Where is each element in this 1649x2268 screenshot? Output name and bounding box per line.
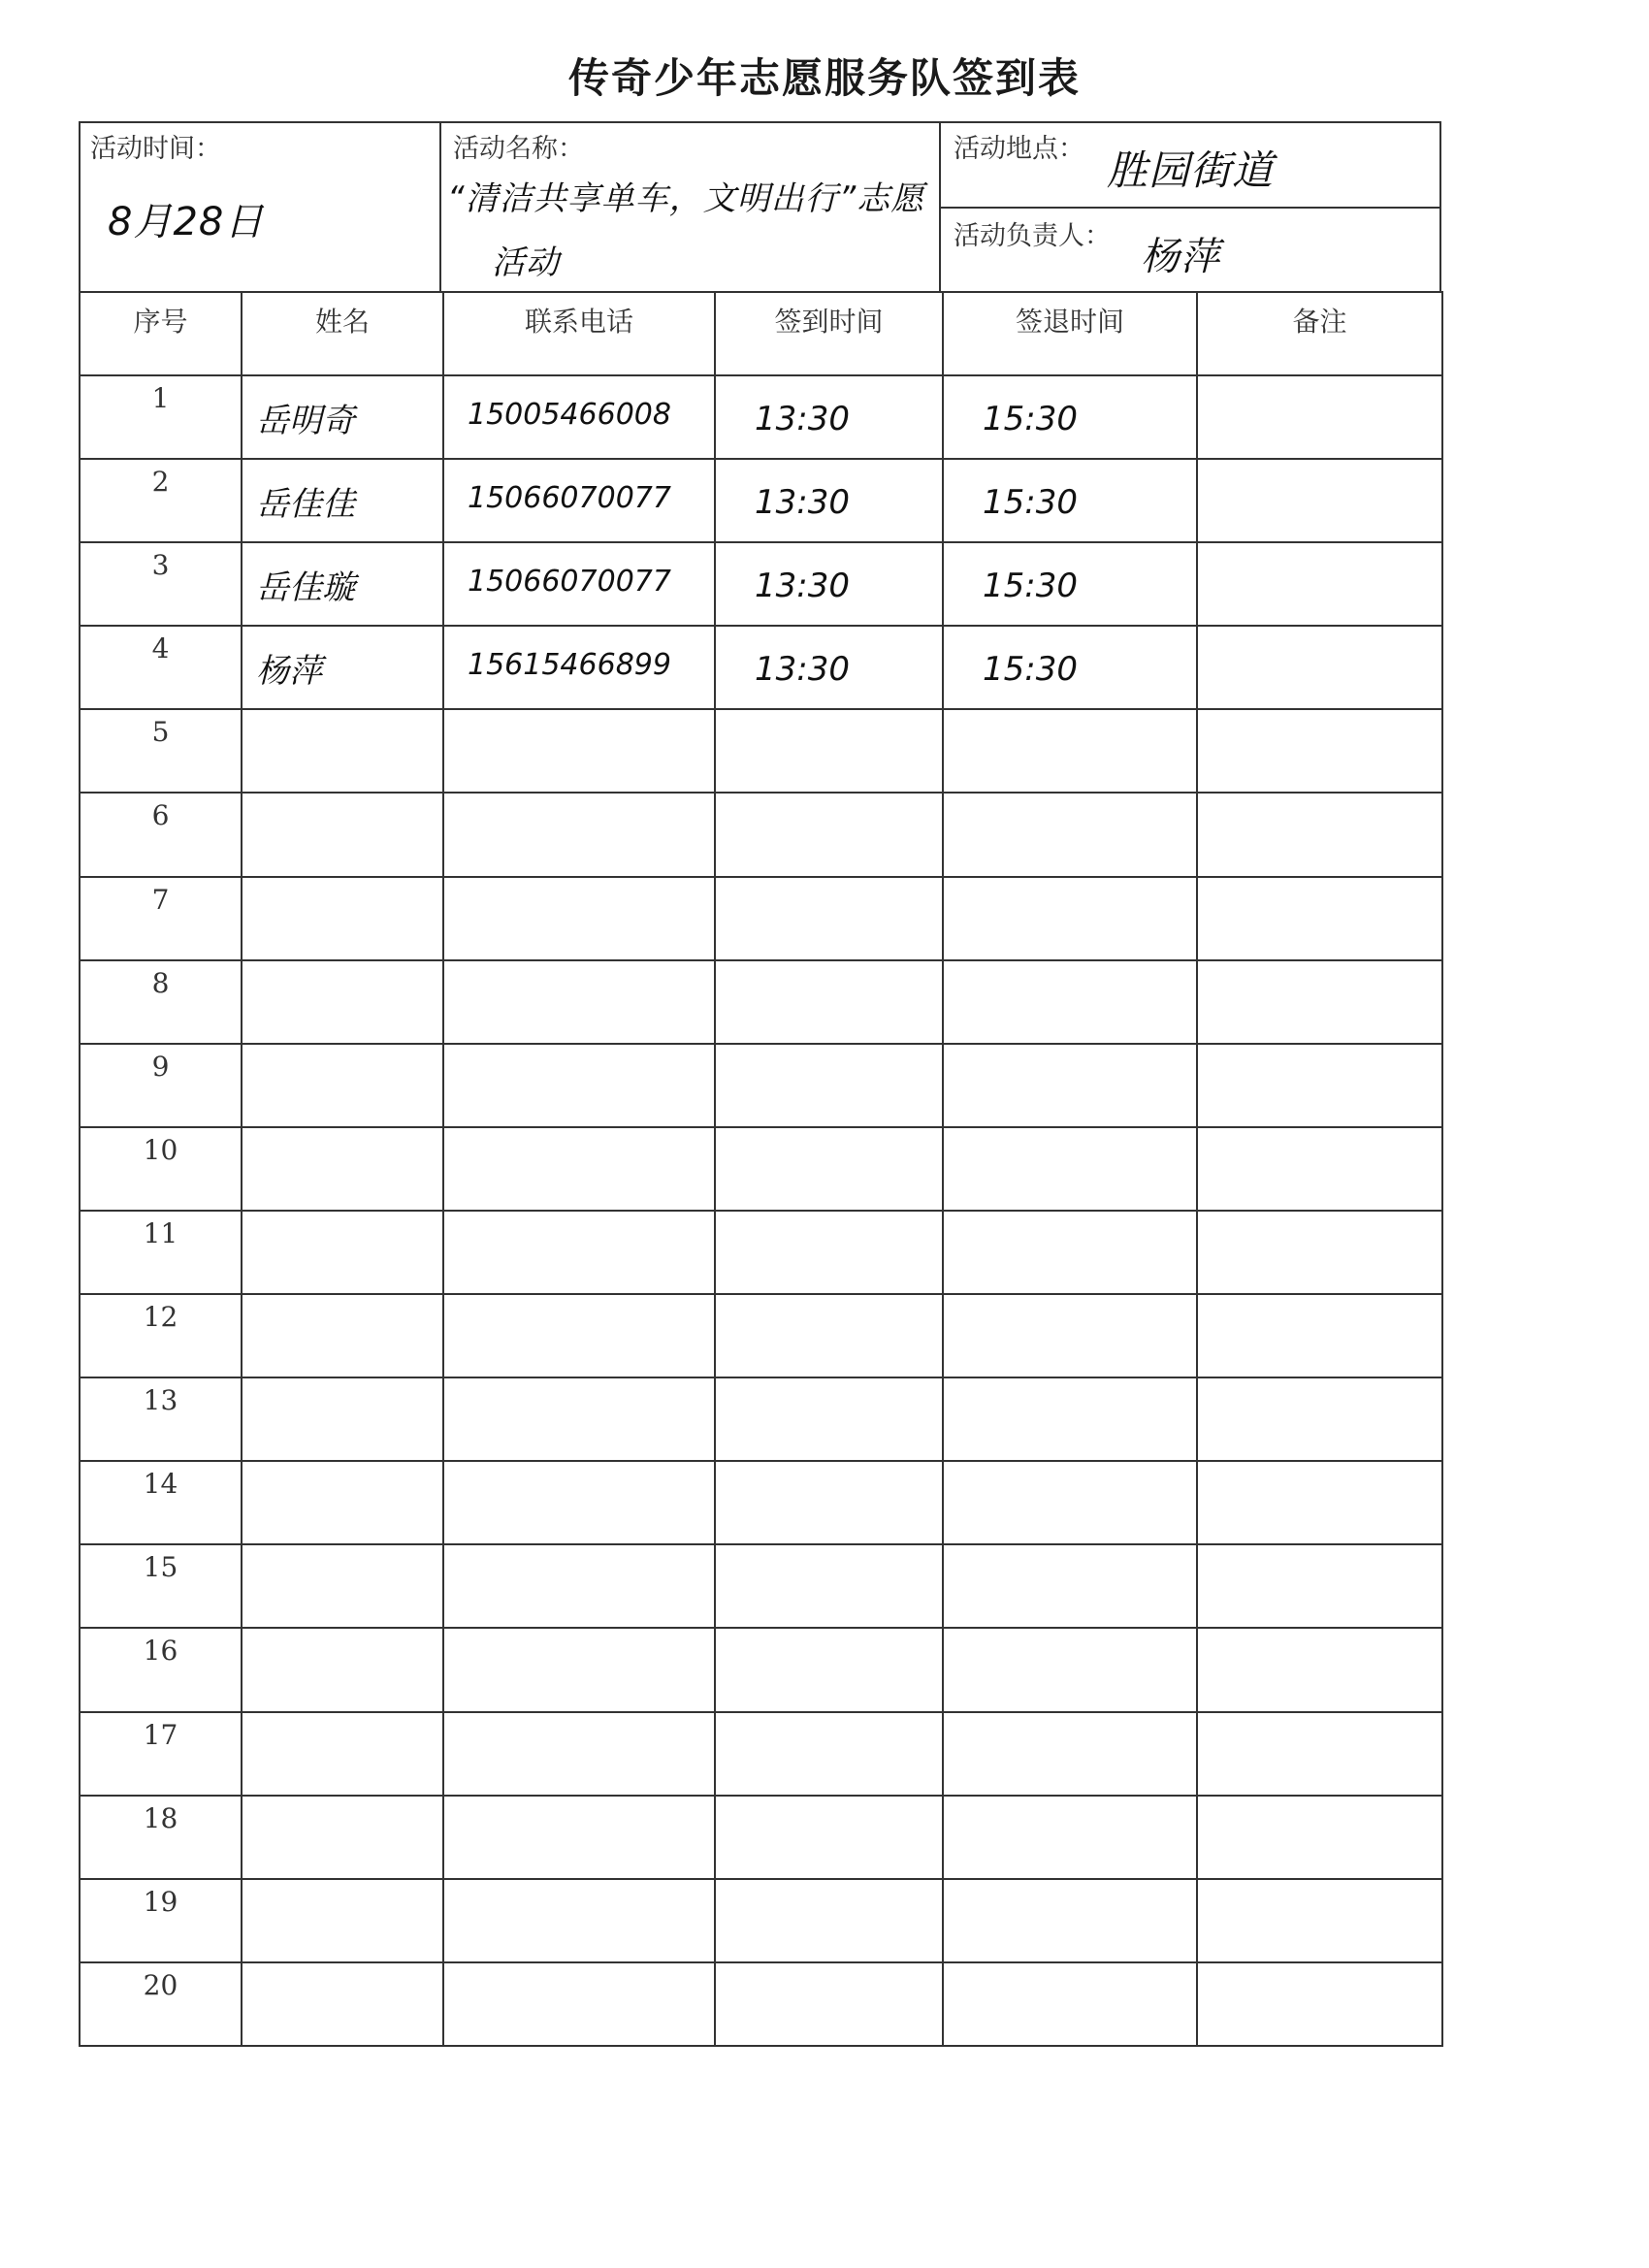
row-name-cell: [242, 1294, 443, 1377]
row-phone-cell: [443, 1879, 715, 1962]
row-name-cell: [242, 1044, 443, 1127]
row-seq-cell: [80, 1461, 242, 1544]
row-sign-in-time-cell: [715, 793, 943, 876]
row-sign-out-time-cell: [943, 459, 1197, 542]
row-phone-cell: [443, 1628, 715, 1711]
sign-in-form: [79, 121, 1441, 2048]
row-note-cell: [1197, 1461, 1442, 1544]
row-sign-out-time-cell: [943, 709, 1197, 793]
activity-place-label: 活动地点：: [954, 134, 1084, 164]
row-sign-in-time-cell: [715, 960, 943, 1044]
row-name: 岳明奇: [256, 402, 355, 440]
row-seq: 11: [143, 1216, 178, 1249]
row-sign-out-time-cell: [943, 1377, 1197, 1461]
row-seq-cell: [80, 459, 242, 542]
row-seq: 12: [143, 1301, 178, 1334]
row-sign-out-time-cell: [943, 1544, 1197, 1628]
row-seq-cell: [80, 877, 242, 960]
row-seq-cell: [80, 626, 242, 709]
activity-name-value-line1: “清洁共享单车，文明出行”志愿: [447, 179, 925, 218]
row-name: 杨萍: [256, 652, 322, 692]
row-name-cell: [242, 375, 443, 459]
row-sign-in-time-cell: [715, 1544, 943, 1628]
row-name-cell: [242, 1712, 443, 1796]
row-note-cell: [1197, 1211, 1442, 1294]
row-note-cell: [1197, 1962, 1442, 2046]
row-seq-cell: [80, 1294, 242, 1377]
row-seq-cell: [80, 542, 242, 626]
row-seq: 8: [151, 966, 170, 999]
row-name-cell: [242, 459, 443, 542]
row-phone-cell: [443, 793, 715, 876]
row-phone-cell: [443, 1544, 715, 1628]
row-note-cell: [1197, 626, 1442, 709]
row-sign-out-time: 15:30: [983, 400, 1078, 438]
row-phone-cell: [443, 1796, 715, 1879]
row-seq: 13: [143, 1384, 178, 1417]
row-note-cell: [1197, 960, 1442, 1044]
table-header-row: [80, 292, 1442, 375]
row-phone: 15066070077: [468, 481, 671, 516]
row-seq-cell: [80, 1211, 242, 1294]
row-note-cell: [1197, 542, 1442, 626]
row-sign-in-time-cell: [715, 375, 943, 459]
row-note-cell: [1197, 375, 1442, 459]
row-name: 岳佳佳: [256, 485, 355, 525]
row-seq: 7: [151, 883, 170, 916]
table-row: [80, 459, 1442, 542]
row-name: 岳佳璇: [256, 568, 355, 608]
table-row: [80, 877, 1442, 960]
row-seq-cell: [80, 1879, 242, 1962]
row-sign-in-time-cell: [715, 1127, 943, 1211]
column-header-note: 备注: [1197, 292, 1442, 375]
activity-name-label: 活动名称：: [453, 134, 584, 164]
table-row: [80, 1628, 1442, 1711]
row-phone-cell: [443, 1044, 715, 1127]
row-seq: 19: [143, 1885, 178, 1918]
row-sign-out-time-cell: [943, 793, 1197, 876]
column-header-phone: 联系电话: [443, 292, 715, 375]
row-seq: 5: [151, 716, 170, 749]
row-sign-in-time-cell: [715, 1044, 943, 1127]
row-seq-cell: [80, 1712, 242, 1796]
row-seq-cell: [80, 375, 242, 459]
row-seq-cell: [80, 1544, 242, 1628]
row-name-cell: [242, 1461, 443, 1544]
row-sign-in-time: 13:30: [755, 650, 850, 690]
row-name-cell: [242, 1796, 443, 1879]
row-sign-in-time: 13:30: [755, 400, 850, 438]
row-sign-in-time-cell: [715, 459, 943, 542]
row-seq: 18: [143, 1801, 178, 1834]
table-row: [80, 1044, 1442, 1127]
column-header-seq: 序号: [80, 292, 242, 375]
row-note-cell: [1197, 1377, 1442, 1461]
table-body: [80, 375, 1442, 2046]
row-seq: 6: [151, 799, 170, 832]
table-row: [80, 1294, 1442, 1377]
column-header-sign-out: 签退时间: [943, 292, 1197, 375]
table-row: [80, 1377, 1442, 1461]
row-seq: 4: [151, 632, 170, 665]
row-phone-cell: [443, 375, 715, 459]
row-seq-cell: [80, 1628, 242, 1711]
table-row: [80, 1544, 1442, 1628]
row-name-cell: [242, 1962, 443, 2046]
row-name-cell: [242, 1628, 443, 1711]
row-name-cell: [242, 1127, 443, 1211]
row-seq-cell: [80, 709, 242, 793]
row-name-cell: [242, 1544, 443, 1628]
row-sign-out-time-cell: [943, 375, 1197, 459]
row-sign-out-time-cell: [943, 1127, 1197, 1211]
table-row: [80, 960, 1442, 1044]
row-seq-cell: [80, 1796, 242, 1879]
row-sign-in-time-cell: [715, 542, 943, 626]
table-row: [80, 375, 1442, 459]
row-phone: 15615466899: [468, 648, 671, 683]
row-name-cell: [242, 542, 443, 626]
row-note-cell: [1197, 1796, 1442, 1879]
row-name-cell: [242, 877, 443, 960]
row-seq: 2: [151, 466, 170, 499]
row-phone-cell: [443, 1127, 715, 1211]
row-seq-cell: [80, 1127, 242, 1211]
row-phone-cell: [443, 542, 715, 626]
row-seq: 3: [151, 549, 170, 582]
row-phone-cell: [443, 626, 715, 709]
table-row: [80, 1796, 1442, 1879]
row-sign-out-time-cell: [943, 877, 1197, 960]
row-note-cell: [1197, 1044, 1442, 1127]
row-phone-cell: [443, 709, 715, 793]
row-seq: 15: [143, 1551, 178, 1584]
activity-time-value: 8月28日: [108, 200, 265, 244]
page-title: 传奇少年志愿服务队签到表: [567, 54, 1081, 102]
activity-place-value: 胜园街道: [1107, 146, 1275, 194]
row-phone-cell: [443, 960, 715, 1044]
row-name-cell: [242, 1879, 443, 1962]
row-sign-in-time-cell: [715, 1796, 943, 1879]
row-phone-cell: [443, 877, 715, 960]
row-phone: 15066070077: [468, 565, 671, 599]
row-sign-out-time-cell: [943, 1796, 1197, 1879]
row-phone-cell: [443, 1461, 715, 1544]
table-row: [80, 1879, 1442, 1962]
row-seq: 16: [143, 1635, 178, 1668]
row-sign-out-time: 15:30: [983, 483, 1078, 523]
row-note-cell: [1197, 1628, 1442, 1711]
activity-leader-value: 杨萍: [1141, 235, 1220, 279]
table-row: [80, 1211, 1442, 1294]
row-sign-in-time-cell: [715, 1712, 943, 1796]
row-sign-in-time: 13:30: [755, 483, 850, 523]
row-sign-in-time-cell: [715, 709, 943, 793]
row-sign-in-time-cell: [715, 1962, 943, 2046]
row-sign-in-time-cell: [715, 1377, 943, 1461]
activity-name-value-line2: 活动: [492, 243, 560, 282]
row-sign-out-time-cell: [943, 1879, 1197, 1962]
row-phone: 15005466008: [468, 398, 671, 432]
row-seq-cell: [80, 1377, 242, 1461]
table-row: [80, 1461, 1442, 1544]
row-phone-cell: [443, 1962, 715, 2046]
table-row: [80, 542, 1442, 626]
row-sign-out-time-cell: [943, 1962, 1197, 2046]
row-seq-cell: [80, 1962, 242, 2046]
table-row: [80, 1962, 1442, 2046]
row-seq: 14: [143, 1468, 178, 1501]
row-seq: 20: [143, 1968, 178, 2001]
row-sign-in-time-cell: [715, 1461, 943, 1544]
row-phone-cell: [443, 459, 715, 542]
row-sign-out-time-cell: [943, 1628, 1197, 1711]
row-sign-out-time-cell: [943, 1294, 1197, 1377]
row-note-cell: [1197, 877, 1442, 960]
row-sign-out-time-cell: [943, 1044, 1197, 1127]
row-note-cell: [1197, 459, 1442, 542]
table-row: [80, 1127, 1442, 1211]
row-seq: 17: [143, 1718, 178, 1751]
row-sign-out-time: 15:30: [983, 650, 1078, 690]
row-sign-in-time-cell: [715, 1294, 943, 1377]
row-note-cell: [1197, 1712, 1442, 1796]
activity-time-label: 活动时间：: [90, 134, 221, 164]
row-sign-in-time-cell: [715, 1879, 943, 1962]
activity-leader-label: 活动负责人：: [954, 221, 1111, 251]
row-sign-in-time-cell: [715, 626, 943, 709]
row-sign-out-time-cell: [943, 1461, 1197, 1544]
row-sign-out-time-cell: [943, 960, 1197, 1044]
row-sign-in-time-cell: [715, 877, 943, 960]
column-header-sign-in: 签到时间: [715, 292, 943, 375]
row-note-cell: [1197, 1127, 1442, 1211]
row-seq: 9: [151, 1050, 170, 1083]
row-seq-cell: [80, 793, 242, 876]
row-seq: 1: [151, 382, 170, 414]
table-row: [80, 626, 1442, 709]
row-phone-cell: [443, 1294, 715, 1377]
row-note-cell: [1197, 1879, 1442, 1962]
row-sign-in-time: 13:30: [755, 567, 850, 606]
table-row: [80, 1712, 1442, 1796]
row-note-cell: [1197, 709, 1442, 793]
row-phone-cell: [443, 1377, 715, 1461]
row-note-cell: [1197, 1294, 1442, 1377]
table-row: [80, 709, 1442, 793]
row-sign-out-time-cell: [943, 1712, 1197, 1796]
column-header-name: 姓名: [242, 292, 443, 375]
row-sign-out-time-cell: [943, 1211, 1197, 1294]
row-name-cell: [242, 709, 443, 793]
row-name-cell: [242, 1211, 443, 1294]
row-note-cell: [1197, 793, 1442, 876]
row-name-cell: [242, 1377, 443, 1461]
row-name-cell: [242, 793, 443, 876]
row-sign-in-time-cell: [715, 1211, 943, 1294]
row-sign-in-time-cell: [715, 1628, 943, 1711]
table-row: [80, 793, 1442, 876]
row-phone-cell: [443, 1712, 715, 1796]
row-name-cell: [242, 960, 443, 1044]
row-seq-cell: [80, 960, 242, 1044]
row-seq-cell: [80, 1044, 242, 1127]
row-sign-out-time: 15:30: [983, 567, 1078, 606]
row-seq: 10: [143, 1133, 178, 1166]
sign-in-table: [79, 291, 1443, 2047]
row-note-cell: [1197, 1544, 1442, 1628]
row-name-cell: [242, 626, 443, 709]
row-sign-out-time-cell: [943, 542, 1197, 626]
row-sign-out-time-cell: [943, 626, 1197, 709]
row-phone-cell: [443, 1211, 715, 1294]
